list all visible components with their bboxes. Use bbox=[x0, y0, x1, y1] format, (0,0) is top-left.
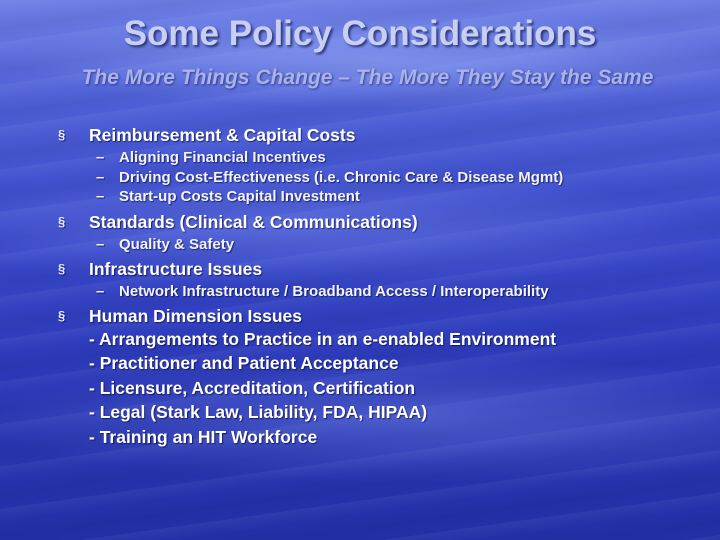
sub-item bbox=[56, 282, 706, 302]
bullet-infrastructure bbox=[56, 258, 706, 280]
slide-subtitle: The More Things Change – The More They Stay the Same bbox=[81, 66, 654, 89]
bullet-human-dimension bbox=[56, 305, 706, 327]
sub-item-text: Network Infrastructure / Broadband Access / Interoperability bbox=[119, 283, 549, 300]
sub-list-standards bbox=[56, 235, 706, 255]
bullet-list bbox=[56, 122, 706, 449]
dash-marker-icon: – bbox=[96, 235, 105, 253]
sub-list-infrastructure bbox=[56, 282, 706, 302]
dash-marker-icon: – bbox=[96, 283, 105, 300]
sub-item bbox=[56, 168, 706, 188]
human-dimension-lines bbox=[56, 327, 706, 450]
sub-item-text: Aligning Financial Incentives bbox=[119, 149, 326, 166]
sub-item-text: Driving Cost-Effectiveness (i.e. Chronic Care & Disease Mgmt) bbox=[119, 168, 564, 186]
sub-item bbox=[56, 235, 706, 255]
dash-marker-icon: – bbox=[96, 188, 105, 205]
bullet-heading: Standards (Clinical & Communications) bbox=[89, 211, 418, 232]
sub-item-text: Quality & Safety bbox=[119, 235, 235, 253]
sub-item bbox=[56, 148, 706, 168]
sub-list-reimbursement bbox=[56, 148, 706, 207]
dash-marker-icon: – bbox=[96, 168, 105, 186]
bullet-heading: Human Dimension Issues bbox=[89, 305, 302, 326]
bullet-heading: Reimbursement & Capital Costs bbox=[89, 125, 356, 145]
continuation-line: - Licensure, Accreditation, Certification bbox=[89, 377, 416, 398]
dash-marker-icon: – bbox=[96, 149, 105, 166]
bullet-marker-icon: § bbox=[58, 307, 66, 323]
bullet-reimbursement bbox=[56, 124, 706, 146]
continuation-line: - Legal (Stark Law, Liability, FDA, HIPAA) bbox=[89, 402, 428, 422]
continuation-line: - Training an HIT Workforce bbox=[89, 426, 318, 447]
bullet-heading: Infrastructure Issues bbox=[89, 259, 263, 279]
bullet-marker-icon: § bbox=[58, 127, 66, 142]
sub-item-text: Start-up Costs Capital Investment bbox=[119, 188, 360, 205]
continuation-line: - Practitioner and Patient Acceptance bbox=[89, 353, 399, 373]
sub-item bbox=[56, 187, 706, 207]
slide-title: Some Policy Considerations bbox=[123, 14, 597, 53]
bullet-marker-icon: § bbox=[58, 261, 66, 276]
continuation-line: - Arrangements to Practice in an e-enabled Environment bbox=[89, 328, 557, 349]
bullet-standards bbox=[56, 211, 706, 233]
bullet-marker-icon: § bbox=[58, 213, 66, 229]
